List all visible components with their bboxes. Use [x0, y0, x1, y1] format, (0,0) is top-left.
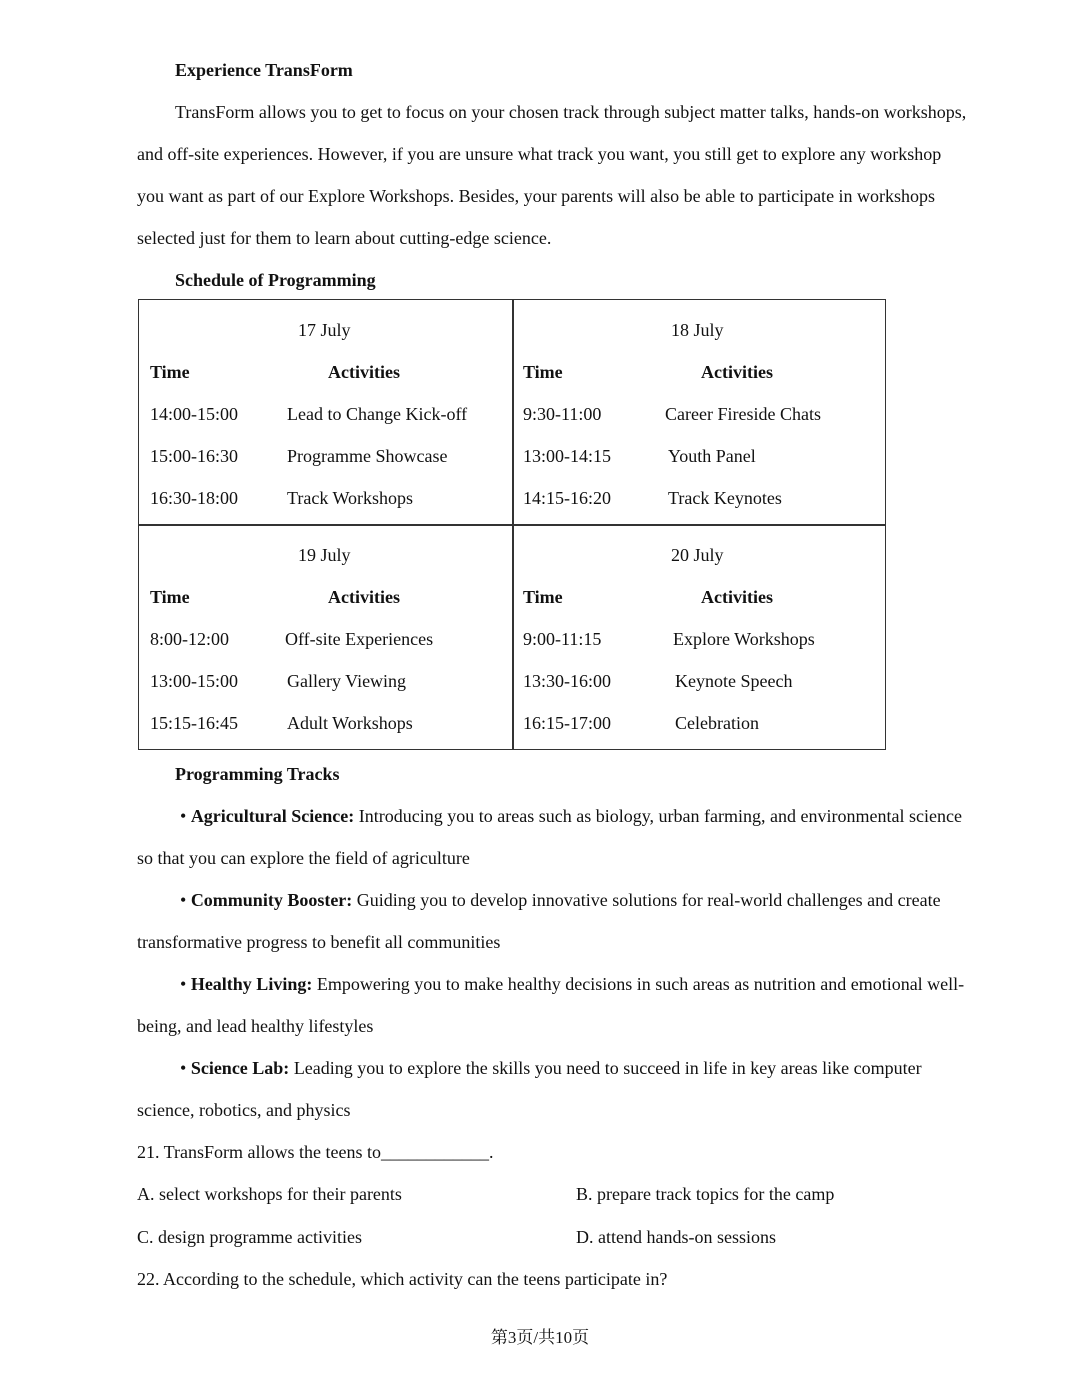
- row-time: 15:15-16:45: [150, 713, 238, 733]
- track-item-healthy-living: [180, 973, 964, 995]
- track-name: Agricultural Science:: [190, 806, 355, 826]
- track-name: Science Lab:: [190, 1058, 290, 1078]
- schedule-table: [138, 299, 886, 750]
- track-description: Leading you to explore the skills you need to succeed in life in key areas like computer: [289, 1058, 922, 1078]
- bullet-glyph: •: [180, 1058, 187, 1078]
- row-activity: Career Fireside Chats: [665, 404, 821, 424]
- row-activity: Keynote Speech: [675, 671, 793, 691]
- activities-header: Activities: [328, 362, 400, 382]
- row-activity: Adult Workshops: [287, 713, 413, 733]
- row-time: 13:00-14:15: [523, 446, 611, 466]
- schedule-day-18-july: [513, 300, 886, 524]
- question-21-stem: 21. TransForm allows the teens to____________.: [137, 1142, 494, 1162]
- time-header: Time: [523, 587, 563, 607]
- track-name: Community Booster:: [190, 890, 353, 910]
- schedule-day-20-july: [513, 525, 886, 749]
- track-description: Empowering you to make healthy decisions in such areas as nutrition and emotional well-: [312, 974, 965, 994]
- section-heading-tracks: Programming Tracks: [175, 764, 340, 784]
- day-date: 19 July: [298, 545, 351, 565]
- track-description-continued: transformative progress to benefit all communities: [137, 932, 501, 952]
- day-date: 20 July: [671, 545, 724, 565]
- day-date: 18 July: [671, 320, 724, 340]
- bullet-glyph: •: [180, 806, 187, 826]
- row-activity: Off-site Experiences: [285, 629, 434, 649]
- row-activity: Explore Workshops: [673, 629, 815, 649]
- row-time: 13:30-16:00: [523, 671, 611, 691]
- question-21-option-c: C. design programme activities: [137, 1227, 362, 1247]
- bullet-glyph: •: [180, 890, 187, 910]
- intro-line-1: TransForm allows you to get to focus on your chosen track through subject matter talks, hands-on workshops,: [175, 102, 967, 122]
- time-header: Time: [150, 362, 190, 382]
- row-activity: Programme Showcase: [287, 446, 448, 466]
- row-time: 16:30-18:00: [150, 488, 238, 508]
- section-heading-schedule: Schedule of Programming: [175, 270, 376, 290]
- track-description: Introducing you to areas such as biology, urban farming, and environmental science: [354, 806, 962, 826]
- row-activity: Gallery Viewing: [287, 671, 407, 691]
- row-activity: Lead to Change Kick-off: [287, 404, 468, 424]
- row-time: 16:15-17:00: [523, 713, 611, 733]
- row-time: 9:30-11:00: [523, 404, 602, 424]
- bullet-glyph: •: [180, 974, 187, 994]
- track-description: Guiding you to develop innovative solutions for real-world challenges and create: [352, 890, 941, 910]
- row-activity: Track Keynotes: [668, 488, 782, 508]
- time-header: Time: [523, 362, 563, 382]
- activities-header: Activities: [328, 587, 400, 607]
- intro-line-4: selected just for them to learn about cutting-edge science.: [137, 228, 552, 248]
- row-time: 15:00-16:30: [150, 446, 238, 466]
- track-description-continued: being, and lead healthy lifestyles: [137, 1016, 374, 1036]
- activities-header: Activities: [701, 362, 773, 382]
- schedule-day-17-july: [139, 300, 512, 524]
- section-heading-experience: Experience TransForm: [175, 60, 353, 80]
- question-21-option-d: D. attend hands-on sessions: [576, 1227, 776, 1247]
- question-21-option-b: B. prepare track topics for the camp: [576, 1184, 835, 1204]
- intro-line-3: you want as part of our Explore Workshops. Besides, your parents will also be able to participate in workshops: [137, 186, 936, 206]
- track-item-community-booster: [180, 889, 941, 911]
- row-time: 9:00-11:15: [523, 629, 602, 649]
- time-header: Time: [150, 587, 190, 607]
- track-name: Healthy Living:: [190, 974, 313, 994]
- question-22-stem: 22. According to the schedule, which activity can the teens participate in?: [137, 1269, 668, 1289]
- track-item-science-lab: [180, 1057, 922, 1079]
- track-description-continued: science, robotics, and physics: [137, 1100, 351, 1120]
- row-time: 13:00-15:00: [150, 671, 238, 691]
- day-date: 17 July: [298, 320, 351, 340]
- intro-line-2: and off-site experiences. However, if you are unsure what track you want, you still get to explore any workshop: [137, 144, 942, 164]
- row-activity: Track Workshops: [287, 488, 414, 508]
- row-time: 8:00-12:00: [150, 629, 229, 649]
- activities-header: Activities: [701, 587, 773, 607]
- page-number-footer: 第3页/共10页: [490, 1328, 590, 1347]
- row-activity: Youth Panel: [668, 446, 756, 466]
- question-21-option-a: A. select workshops for their parents: [137, 1184, 402, 1204]
- row-activity: Celebration: [675, 713, 759, 733]
- schedule-day-19-july: [139, 525, 512, 749]
- row-time: 14:15-16:20: [523, 488, 611, 508]
- track-item-agricultural-science: [180, 805, 962, 827]
- track-description-continued: so that you can explore the field of agriculture: [137, 848, 470, 868]
- row-time: 14:00-15:00: [150, 404, 238, 424]
